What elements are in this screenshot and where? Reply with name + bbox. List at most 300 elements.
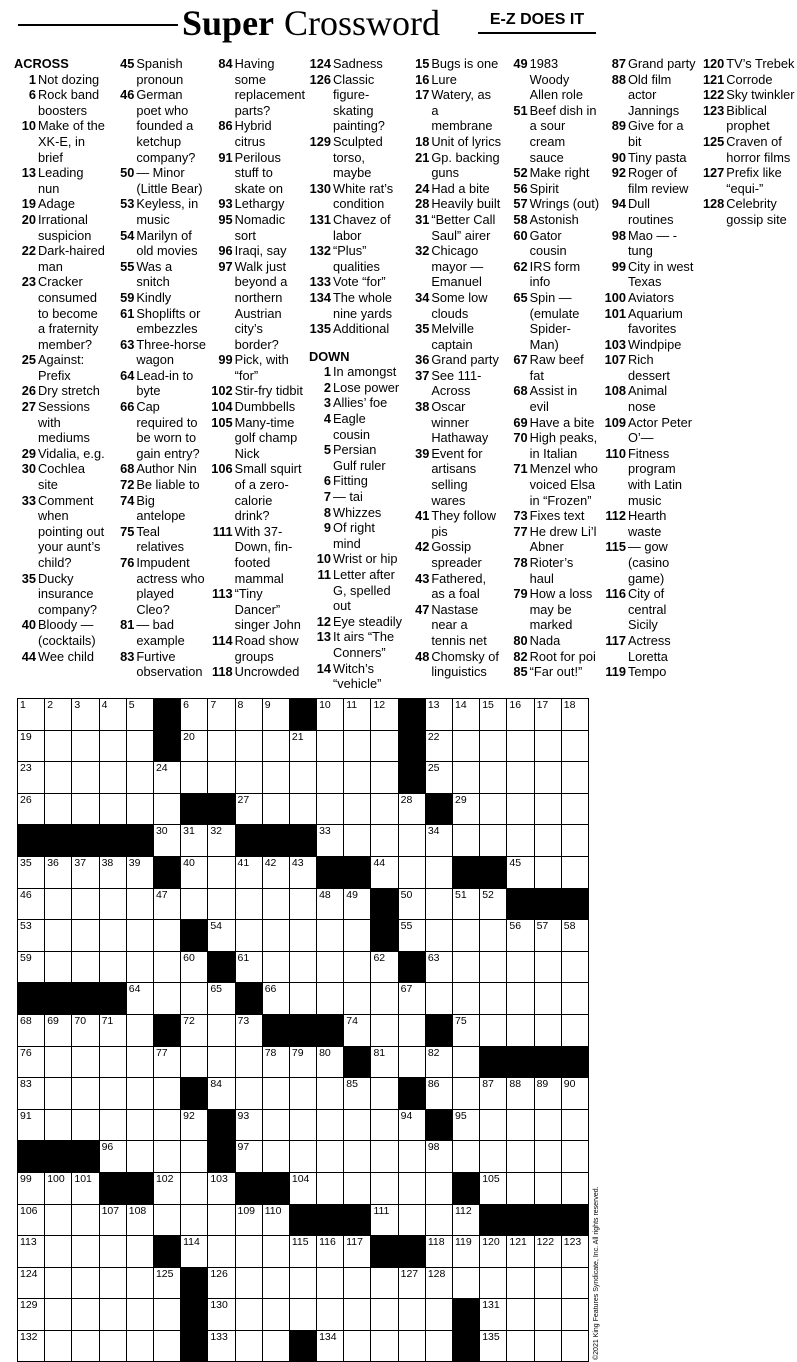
grid-cell[interactable] (453, 1110, 480, 1142)
grid-cell[interactable] (45, 1173, 72, 1205)
grid-cell[interactable] (45, 889, 72, 921)
grid-cell[interactable] (100, 1110, 127, 1142)
grid-cell[interactable] (127, 762, 154, 794)
grid-cell[interactable] (480, 1331, 507, 1362)
grid-cell[interactable] (236, 1331, 263, 1362)
grid-cell[interactable] (535, 762, 562, 794)
clue-across-133[interactable] (309, 274, 403, 290)
grid-cell[interactable] (317, 794, 344, 826)
grid-cell[interactable] (72, 1047, 99, 1079)
grid-cell[interactable] (453, 889, 480, 921)
grid-cell[interactable] (263, 731, 290, 763)
grid-cell[interactable] (290, 1268, 317, 1300)
grid-cell[interactable] (290, 857, 317, 889)
grid-cell[interactable] (426, 889, 453, 921)
grid-cell[interactable] (208, 731, 235, 763)
clue-down-80[interactable] (506, 633, 600, 649)
crossword-grid[interactable] (17, 698, 589, 1362)
grid-cell[interactable] (562, 1078, 589, 1110)
grid-cell[interactable] (127, 1141, 154, 1173)
grid-cell[interactable] (399, 1331, 426, 1362)
grid-cell[interactable] (344, 1268, 371, 1300)
grid-cell[interactable] (507, 1141, 534, 1173)
grid-cell[interactable] (127, 857, 154, 889)
clue-down-90[interactable] (604, 150, 698, 166)
grid-cell[interactable] (507, 731, 534, 763)
clue-down-69[interactable] (506, 415, 600, 431)
clue-across-40[interactable] (14, 617, 108, 648)
grid-cell[interactable] (290, 1236, 317, 1268)
clue-down-13[interactable] (309, 629, 403, 660)
clue-across-68[interactable] (112, 461, 206, 477)
grid-cell[interactable] (45, 1299, 72, 1331)
clue-across-134[interactable] (309, 290, 403, 321)
clue-down-24[interactable] (407, 181, 501, 197)
grid-cell[interactable] (453, 920, 480, 952)
clue-across-45[interactable] (112, 56, 206, 87)
grid-cell[interactable] (480, 1236, 507, 1268)
grid-cell[interactable] (154, 1205, 181, 1237)
grid-cell[interactable] (154, 1110, 181, 1142)
clue-down-120[interactable] (702, 56, 796, 72)
grid-cell[interactable] (45, 920, 72, 952)
clue-down-112[interactable] (604, 508, 698, 539)
grid-cell[interactable] (317, 1047, 344, 1079)
grid-cell[interactable] (263, 857, 290, 889)
clue-down-73[interactable] (506, 508, 600, 524)
grid-cell[interactable] (562, 731, 589, 763)
grid-cell[interactable] (535, 1141, 562, 1173)
clue-down-99[interactable] (604, 259, 698, 290)
clue-across-63[interactable] (112, 337, 206, 368)
grid-cell[interactable] (453, 1236, 480, 1268)
clue-down-12[interactable] (309, 614, 403, 630)
grid-cell[interactable] (480, 1173, 507, 1205)
clue-across-6[interactable] (14, 87, 108, 118)
grid-cell[interactable] (72, 857, 99, 889)
grid-cell[interactable] (154, 889, 181, 921)
grid-cell[interactable] (208, 983, 235, 1015)
clue-across-81[interactable] (112, 617, 206, 648)
grid-cell[interactable] (154, 1047, 181, 1079)
grid-cell[interactable] (371, 699, 398, 731)
clue-across-53[interactable] (112, 196, 206, 227)
clue-down-122[interactable] (702, 87, 796, 103)
clue-down-78[interactable] (506, 555, 600, 586)
grid-cell[interactable] (236, 1299, 263, 1331)
grid-cell[interactable] (45, 1236, 72, 1268)
grid-cell[interactable] (127, 1268, 154, 1300)
grid-cell[interactable] (45, 1015, 72, 1047)
grid-cell[interactable] (263, 920, 290, 952)
grid-cell[interactable] (453, 1047, 480, 1079)
grid-cell[interactable] (317, 825, 344, 857)
grid-cell[interactable] (480, 920, 507, 952)
grid-cell[interactable] (208, 920, 235, 952)
grid-cell[interactable] (18, 1331, 45, 1362)
grid-cell[interactable] (399, 1141, 426, 1173)
grid-cell[interactable] (426, 983, 453, 1015)
grid-cell[interactable] (426, 1205, 453, 1237)
clue-across-35[interactable] (14, 571, 108, 618)
clue-across-59[interactable] (112, 290, 206, 306)
grid-cell[interactable] (453, 1078, 480, 1110)
grid-cell[interactable] (507, 920, 534, 952)
clue-down-119[interactable] (604, 664, 698, 680)
grid-cell[interactable] (18, 889, 45, 921)
grid-cell[interactable] (317, 1173, 344, 1205)
grid-cell[interactable] (317, 1078, 344, 1110)
grid-cell[interactable] (535, 1331, 562, 1362)
clue-across-23[interactable] (14, 274, 108, 352)
grid-cell[interactable] (263, 889, 290, 921)
clue-down-9[interactable] (309, 520, 403, 551)
grid-cell[interactable] (317, 1110, 344, 1142)
clue-across-46[interactable] (112, 87, 206, 165)
grid-cell[interactable] (562, 1110, 589, 1142)
grid-cell[interactable] (45, 952, 72, 984)
clue-down-8[interactable] (309, 505, 403, 521)
clue-down-43[interactable] (407, 571, 501, 602)
grid-cell[interactable] (317, 952, 344, 984)
grid-cell[interactable] (317, 1299, 344, 1331)
grid-cell[interactable] (480, 983, 507, 1015)
clue-across-30[interactable] (14, 461, 108, 492)
clue-across-135[interactable] (309, 321, 403, 337)
grid-cell[interactable] (72, 952, 99, 984)
grid-cell[interactable] (72, 1205, 99, 1237)
grid-cell[interactable] (100, 1047, 127, 1079)
grid-cell[interactable] (507, 1015, 534, 1047)
grid-cell[interactable] (344, 1141, 371, 1173)
grid-cell[interactable] (480, 1078, 507, 1110)
grid-cell[interactable] (507, 1299, 534, 1331)
grid-cell[interactable] (562, 762, 589, 794)
grid-cell[interactable] (236, 1268, 263, 1300)
grid-cell[interactable] (18, 794, 45, 826)
grid-cell[interactable] (236, 762, 263, 794)
grid-cell[interactable] (317, 983, 344, 1015)
grid-cell[interactable] (154, 794, 181, 826)
grid-cell[interactable] (317, 1236, 344, 1268)
clue-across-54[interactable] (112, 228, 206, 259)
grid-cell[interactable] (72, 731, 99, 763)
grid-cell[interactable] (263, 794, 290, 826)
grid-cell[interactable] (18, 731, 45, 763)
clue-across-20[interactable] (14, 212, 108, 243)
grid-cell[interactable] (344, 762, 371, 794)
grid-cell[interactable] (18, 857, 45, 889)
grid-cell[interactable] (562, 825, 589, 857)
grid-cell[interactable] (127, 1078, 154, 1110)
clue-down-56[interactable] (506, 181, 600, 197)
grid-cell[interactable] (290, 1173, 317, 1205)
grid-cell[interactable] (181, 857, 208, 889)
clue-across-55[interactable] (112, 259, 206, 290)
clue-down-82[interactable] (506, 649, 600, 665)
clue-across-106[interactable] (211, 461, 305, 523)
grid-cell[interactable] (480, 825, 507, 857)
grid-cell[interactable] (208, 1299, 235, 1331)
grid-cell[interactable] (371, 1205, 398, 1237)
clue-across-19[interactable] (14, 196, 108, 212)
grid-cell[interactable] (18, 952, 45, 984)
clue-across-114[interactable] (211, 633, 305, 664)
grid-cell[interactable] (263, 1331, 290, 1362)
clue-down-109[interactable] (604, 415, 698, 446)
grid-cell[interactable] (181, 952, 208, 984)
clue-down-31[interactable] (407, 212, 501, 243)
grid-cell[interactable] (154, 1268, 181, 1300)
grid-cell[interactable] (181, 1141, 208, 1173)
clue-down-100[interactable] (604, 290, 698, 306)
grid-cell[interactable] (399, 1268, 426, 1300)
clue-down-39[interactable] (407, 446, 501, 508)
clue-across-25[interactable] (14, 352, 108, 383)
grid-cell[interactable] (127, 1299, 154, 1331)
grid-cell[interactable] (399, 1299, 426, 1331)
clue-down-34[interactable] (407, 290, 501, 321)
grid-cell[interactable] (535, 1078, 562, 1110)
grid-cell[interactable] (453, 983, 480, 1015)
clue-across-95[interactable] (211, 212, 305, 243)
grid-cell[interactable] (154, 1078, 181, 1110)
grid-cell[interactable] (236, 1110, 263, 1142)
clue-down-117[interactable] (604, 633, 698, 664)
clue-across-104[interactable] (211, 399, 305, 415)
grid-cell[interactable] (208, 1047, 235, 1079)
grid-cell[interactable] (507, 952, 534, 984)
grid-cell[interactable] (290, 1047, 317, 1079)
grid-cell[interactable] (317, 1141, 344, 1173)
grid-cell[interactable] (480, 731, 507, 763)
grid-cell[interactable] (535, 794, 562, 826)
clue-down-1[interactable] (309, 364, 403, 380)
grid-cell[interactable] (317, 1268, 344, 1300)
grid-cell[interactable] (480, 762, 507, 794)
grid-cell[interactable] (562, 920, 589, 952)
grid-cell[interactable] (344, 1173, 371, 1205)
grid-cell[interactable] (290, 983, 317, 1015)
grid-cell[interactable] (507, 1110, 534, 1142)
grid-cell[interactable] (208, 1015, 235, 1047)
grid-cell[interactable] (72, 1110, 99, 1142)
grid-cell[interactable] (127, 1047, 154, 1079)
clue-down-10[interactable] (309, 551, 403, 567)
grid-cell[interactable] (100, 889, 127, 921)
grid-cell[interactable] (344, 983, 371, 1015)
grid-cell[interactable] (236, 1078, 263, 1110)
clue-down-38[interactable] (407, 399, 501, 446)
clue-down-103[interactable] (604, 337, 698, 353)
clue-down-60[interactable] (506, 228, 600, 259)
grid-cell[interactable] (18, 1173, 45, 1205)
grid-cell[interactable] (317, 731, 344, 763)
grid-cell[interactable] (426, 952, 453, 984)
grid-cell[interactable] (562, 699, 589, 731)
grid-cell[interactable] (236, 794, 263, 826)
grid-cell[interactable] (72, 1268, 99, 1300)
clue-down-92[interactable] (604, 165, 698, 196)
grid-cell[interactable] (426, 731, 453, 763)
grid-cell[interactable] (181, 983, 208, 1015)
grid-cell[interactable] (399, 920, 426, 952)
grid-cell[interactable] (127, 983, 154, 1015)
clue-down-18[interactable] (407, 134, 501, 150)
grid-cell[interactable] (453, 1268, 480, 1300)
clue-across-72[interactable] (112, 477, 206, 493)
clue-down-67[interactable] (506, 352, 600, 383)
grid-cell[interactable] (507, 1078, 534, 1110)
grid-cell[interactable] (371, 952, 398, 984)
grid-cell[interactable] (208, 699, 235, 731)
grid-cell[interactable] (154, 825, 181, 857)
grid-cell[interactable] (72, 1331, 99, 1362)
clue-down-110[interactable] (604, 446, 698, 508)
clue-down-15[interactable] (407, 56, 501, 72)
grid-cell[interactable] (344, 1331, 371, 1362)
grid-cell[interactable] (263, 952, 290, 984)
clue-down-37[interactable] (407, 368, 501, 399)
grid-cell[interactable] (507, 762, 534, 794)
clue-down-85[interactable] (506, 664, 600, 680)
grid-cell[interactable] (371, 1268, 398, 1300)
grid-cell[interactable] (181, 1236, 208, 1268)
grid-cell[interactable] (290, 1110, 317, 1142)
clue-across-61[interactable] (112, 306, 206, 337)
grid-cell[interactable] (399, 1205, 426, 1237)
grid-cell[interactable] (344, 952, 371, 984)
grid-cell[interactable] (453, 731, 480, 763)
grid-cell[interactable] (344, 1015, 371, 1047)
grid-cell[interactable] (371, 857, 398, 889)
grid-cell[interactable] (535, 825, 562, 857)
clue-across-97[interactable] (211, 259, 305, 353)
grid-cell[interactable] (263, 1078, 290, 1110)
grid-cell[interactable] (100, 1141, 127, 1173)
grid-cell[interactable] (426, 762, 453, 794)
grid-cell[interactable] (290, 731, 317, 763)
clue-across-33[interactable] (14, 493, 108, 571)
clue-across-130[interactable] (309, 181, 403, 212)
grid-cell[interactable] (535, 699, 562, 731)
clue-across-75[interactable] (112, 524, 206, 555)
clue-across-86[interactable] (211, 118, 305, 149)
grid-cell[interactable] (371, 1015, 398, 1047)
grid-cell[interactable] (507, 1236, 534, 1268)
grid-cell[interactable] (18, 762, 45, 794)
clue-down-28[interactable] (407, 196, 501, 212)
clue-down-14[interactable] (309, 661, 403, 692)
clue-across-13[interactable] (14, 165, 108, 196)
clue-across-91[interactable] (211, 150, 305, 197)
clue-across-124[interactable] (309, 56, 403, 72)
clue-across-113[interactable] (211, 586, 305, 633)
grid-cell[interactable] (507, 825, 534, 857)
grid-cell[interactable] (45, 1331, 72, 1362)
grid-cell[interactable] (18, 1015, 45, 1047)
grid-cell[interactable] (507, 699, 534, 731)
grid-cell[interactable] (18, 1205, 45, 1237)
grid-cell[interactable] (453, 1015, 480, 1047)
grid-cell[interactable] (480, 1015, 507, 1047)
grid-cell[interactable] (290, 794, 317, 826)
grid-cell[interactable] (480, 889, 507, 921)
grid-cell[interactable] (45, 857, 72, 889)
grid-cell[interactable] (399, 1110, 426, 1142)
clue-down-7[interactable] (309, 489, 403, 505)
grid-cell[interactable] (100, 794, 127, 826)
grid-cell[interactable] (344, 794, 371, 826)
grid-cell[interactable] (72, 762, 99, 794)
grid-cell[interactable] (480, 1299, 507, 1331)
grid-cell[interactable] (18, 1078, 45, 1110)
grid-cell[interactable] (480, 794, 507, 826)
grid-cell[interactable] (453, 952, 480, 984)
clue-across-10[interactable] (14, 118, 108, 165)
grid-cell[interactable] (72, 794, 99, 826)
grid-cell[interactable] (72, 1236, 99, 1268)
grid-cell[interactable] (236, 952, 263, 984)
grid-cell[interactable] (371, 1110, 398, 1142)
grid-cell[interactable] (426, 1078, 453, 1110)
grid-cell[interactable] (290, 889, 317, 921)
grid-cell[interactable] (127, 731, 154, 763)
grid-cell[interactable] (45, 1047, 72, 1079)
grid-cell[interactable] (208, 1078, 235, 1110)
clue-down-42[interactable] (407, 539, 501, 570)
clue-down-70[interactable] (506, 430, 600, 461)
clue-down-94[interactable] (604, 196, 698, 227)
clue-down-52[interactable] (506, 165, 600, 181)
clue-across-76[interactable] (112, 555, 206, 617)
clue-across-99[interactable] (211, 352, 305, 383)
grid-cell[interactable] (263, 699, 290, 731)
grid-cell[interactable] (18, 1236, 45, 1268)
clue-down-116[interactable] (604, 586, 698, 633)
clue-down-47[interactable] (407, 602, 501, 649)
grid-cell[interactable] (208, 1268, 235, 1300)
clue-down-17[interactable] (407, 87, 501, 134)
grid-cell[interactable] (290, 1078, 317, 1110)
clue-across-22[interactable] (14, 243, 108, 274)
clue-across-29[interactable] (14, 446, 108, 462)
grid-cell[interactable] (181, 1110, 208, 1142)
grid-cell[interactable] (236, 857, 263, 889)
grid-cell[interactable] (100, 1078, 127, 1110)
clue-down-128[interactable] (702, 196, 796, 227)
grid-cell[interactable] (154, 1331, 181, 1362)
grid-cell[interactable] (154, 1141, 181, 1173)
grid-cell[interactable] (154, 983, 181, 1015)
grid-cell[interactable] (290, 952, 317, 984)
grid-cell[interactable] (45, 699, 72, 731)
grid-cell[interactable] (208, 1331, 235, 1362)
clue-down-89[interactable] (604, 118, 698, 149)
grid-cell[interactable] (371, 1078, 398, 1110)
clue-down-6[interactable] (309, 473, 403, 489)
grid-cell[interactable] (371, 1299, 398, 1331)
grid-cell[interactable] (181, 1205, 208, 1237)
grid-cell[interactable] (181, 699, 208, 731)
grid-cell[interactable] (426, 1236, 453, 1268)
grid-cell[interactable] (344, 1110, 371, 1142)
grid-cell[interactable] (371, 1047, 398, 1079)
clue-across-132[interactable] (309, 243, 403, 274)
clue-down-123[interactable] (702, 103, 796, 134)
grid-cell[interactable] (236, 889, 263, 921)
grid-cell[interactable] (426, 699, 453, 731)
